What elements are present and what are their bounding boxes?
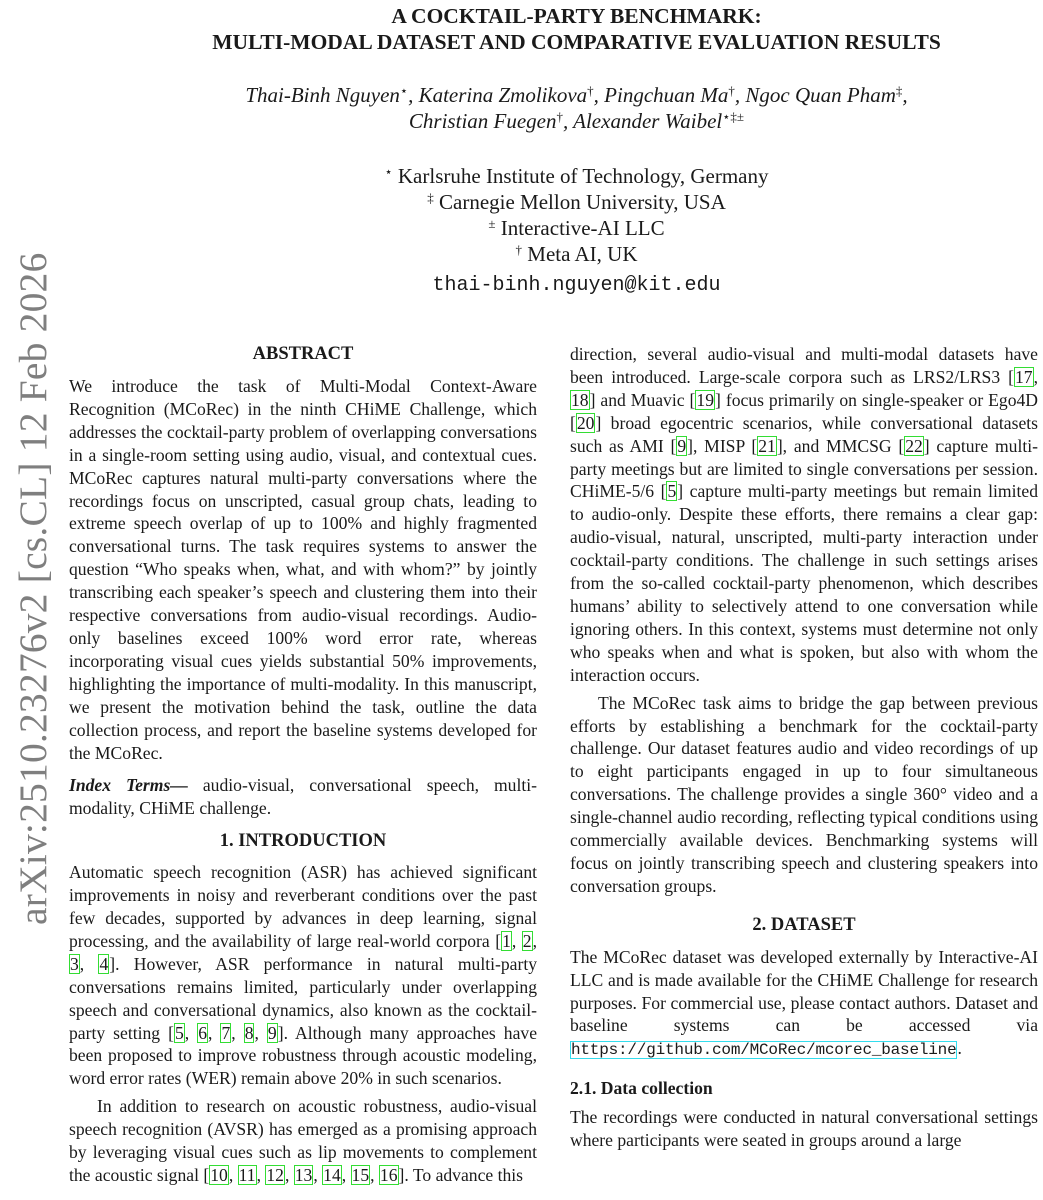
- citation-link[interactable]: 11: [238, 1165, 256, 1185]
- author-name: Ngoc Quan Pham: [745, 83, 896, 107]
- citation-link[interactable]: 5: [667, 481, 677, 502]
- citation-link[interactable]: 3: [70, 953, 79, 974]
- citation-link[interactable]: 9: [677, 435, 687, 456]
- affiliation-line: [100, 241, 1043, 267]
- affiliation-mark: ⋆: [384, 163, 393, 179]
- author-line-2: Christian Fuegen†, Alexander Waibel⋆‡±: [408, 108, 745, 133]
- intro-paragraph-3: The MCoRec task aims to bridge the gap between previous efforts by establishing a benchmark for the cocktail-party challenge. Our dataset features audio and video recordings of up to eight participants engaged in up to four simultaneous conversations. The challenge provides a single 360° video and a single-channel audio recording, reflecting typical conditions using commercially available devices. Benchmarking systems will focus on jointly transcribing speech and clustering speakers into conversation groups.: [570, 692, 1038, 896]
- citation-link[interactable]: 10: [210, 1165, 228, 1185]
- affiliation-mark: †: [515, 241, 523, 257]
- citation-link[interactable]: 1: [502, 930, 511, 951]
- abstract-heading: ABSTRACT: [252, 344, 354, 364]
- citation-link[interactable]: 21: [758, 435, 776, 456]
- dataset-heading: 2. DATASET: [752, 914, 856, 935]
- arxiv-identifier-strip: [0, 235, 56, 925]
- author-name: Christian Fuegen: [408, 109, 557, 133]
- citation-link[interactable]: 12: [266, 1165, 284, 1185]
- citation-link[interactable]: 19: [696, 389, 714, 410]
- citation-link[interactable]: 4: [99, 953, 109, 974]
- author-mark: ⋆‡±: [722, 108, 745, 124]
- affiliation-line: [100, 215, 1043, 241]
- affiliation-name: Meta AI, UK: [527, 242, 638, 266]
- author-email: thai-binh.nguyen@kit.edu: [432, 274, 721, 297]
- intro-paragraph-2-continued: direction, several audio-visual and multi-modal datasets have been introduced. Large-scale corpora such as LRS2/LRS3 [17, 18] and Muavic [19] focus primarily on single-speaker or Ego4D [20] broad egocentric scenarios, while conversational datasets such as AMI [9], MISP [21], and MMCSG [22] capture multi-party meetings but are limited to single conversations per session. CHiME-5/6 [5] capture multi-party meetings but remain limited to audio-only. Despite these efforts, there remains a clear gap: audio-visual, natural, unscripted, multi-party interaction under cocktail-party conditions. The challenge in such settings arises from the so-called cocktail-party phenomenon, which describes humans’ ability to selectively attend to one conversation while ignoring others. In this context, systems must determine not only who speaks when and what is spoken, but also with whom the interaction occurs.: [570, 344, 1039, 685]
- email-line: [100, 270, 1043, 299]
- author-mark: †: [728, 82, 735, 98]
- data-collection-heading: 2.1. Data collection: [570, 1078, 713, 1099]
- citation-link[interactable]: 15: [351, 1165, 370, 1185]
- citation-link[interactable]: 2: [522, 930, 532, 951]
- citation-link[interactable]: 5: [174, 1022, 184, 1043]
- author-mark: †: [587, 82, 594, 98]
- affiliation-line: [100, 163, 1043, 189]
- citation-link[interactable]: 17: [1015, 366, 1033, 387]
- paper-title: [100, 3, 1043, 55]
- citation-link[interactable]: 18: [571, 389, 589, 410]
- dataset-paragraph-1: The MCoRec dataset was developed externally by Interactive-AI LLC and is made available for the CHiME Challenge for research purposes. For commercial use, please contact authors. Dataset and baseline systems can be accessed via https://github.com/MCoRec/mcorec_baseline.: [570, 946, 1038, 1060]
- index-terms-label: Index Terms—: [69, 775, 188, 796]
- affiliation-mark: ‡: [427, 189, 434, 205]
- author-mark: ‡: [895, 82, 903, 98]
- author-name: Alexander Waibel: [573, 109, 723, 133]
- citation-link[interactable]: 13: [294, 1165, 313, 1185]
- author-mark: ⋆: [399, 82, 409, 98]
- citation-link[interactable]: 7: [221, 1022, 231, 1043]
- author-name: Thai-Binh Nguyen: [245, 83, 400, 107]
- citation-link[interactable]: 6: [198, 1022, 208, 1043]
- affiliation-mark: ±: [488, 215, 496, 231]
- arxiv-identifier: arXiv:2510.23276v2 [cs.CL] 12 Feb 2026: [11, 252, 55, 925]
- citation-link[interactable]: 14: [323, 1165, 341, 1185]
- affiliation-name: Karlsruhe Institute of Technology, Germany: [397, 164, 769, 188]
- intro-paragraph-2: In addition to research on acoustic robustness, audio-visual speech recognition (AVSR) has emerged as a promising approach by leveraging visual cues such as lip movements to complement the acoustic signal [10, 11, 12, 13, 14, 15, 16]. To advance this: [69, 1096, 537, 1185]
- dataset-url-link[interactable]: https://github.com/MCoRec/mcorec_baseline: [571, 1041, 957, 1060]
- abstract-text: We introduce the task of Multi-Modal Context-Aware Recognition (MCoRec) in the ninth CHiME Challenge, which addresses the cocktail-party problem of overlapping conversations in a single-room setting using audio, visual, and contextual cues. MCoRec captures natural multi-party conversations where the recordings focus on unscripted, casual group chats, leading to extreme speech overlap of up to 100% and highly fragmented conversational turns. The task requires systems to answer the question “Who speaks when, what, and with whom?” by jointly transcribing each speaker’s speech and clustering them into their respective conversations from audio-visual recordings. Audio-only baselines exceed 100% word error rate, whereas incorporating visual cues yields substantial 50% improvements, highlighting the importance of multi-modality. In this manuscript, we present the motivation behind the task, outline the data collection process, and report the baseline systems developed for the MCoRec.: [69, 376, 537, 763]
- author-name: Katerina Zmolikova: [418, 83, 588, 107]
- author-line-1: Thai-Binh Nguyen⋆, Katerina Zmolikova†, Pingchuan Ma†, Ngoc Quan Pham‡,: [245, 82, 908, 107]
- index-terms: [69, 774, 537, 820]
- affiliation-name: Interactive-AI LLC: [500, 216, 665, 240]
- citation-link[interactable]: 16: [379, 1165, 398, 1185]
- citation-link[interactable]: 8: [244, 1022, 254, 1043]
- left-column: [69, 343, 537, 1187]
- index-terms-text: audio-visual, conversational speech, multi-modality, CHiME challenge.: [69, 775, 537, 819]
- citation-link[interactable]: 22: [905, 435, 923, 456]
- right-column: [570, 343, 1038, 1152]
- author-name: Pingchuan Ma: [604, 83, 729, 107]
- introduction-heading: 1. INTRODUCTION: [219, 831, 387, 852]
- title-line-1: A COCKTAIL-PARTY BENCHMARK:: [391, 4, 762, 28]
- citation-link[interactable]: 20: [576, 412, 595, 433]
- affiliation-name: Carnegie Mellon University, USA: [439, 190, 726, 214]
- citation-link[interactable]: 9: [267, 1022, 277, 1043]
- title-line-2: MULTI-MODAL DATASET AND COMPARATIVE EVALUATION RESULTS: [212, 30, 941, 54]
- intro-paragraph-1: Automatic speech recognition (ASR) has achieved significant improvements in noisy and reverberant conditions over the past few decades, supported by advances in deep learning, signal processing, and the availability of large real-world corpora [1, 2, 3, 4]. However, ASR performance in natural multi-party conversations remains limited, particularly under overlapping speech and conversational dynamics, also known as the cocktail-party setting [5, 6, 7, 8, 9]. Although many approaches have been proposed to improve robustness through acoustic modeling, word error rates (WER) remain above 20% in such scenarios.: [69, 862, 538, 1089]
- affiliation-line: [100, 189, 1043, 215]
- author-mark: †: [556, 108, 564, 124]
- dataset-paragraph-2: The recordings were conducted in natural conversational settings where participants were seated in groups around a large: [570, 1107, 1038, 1151]
